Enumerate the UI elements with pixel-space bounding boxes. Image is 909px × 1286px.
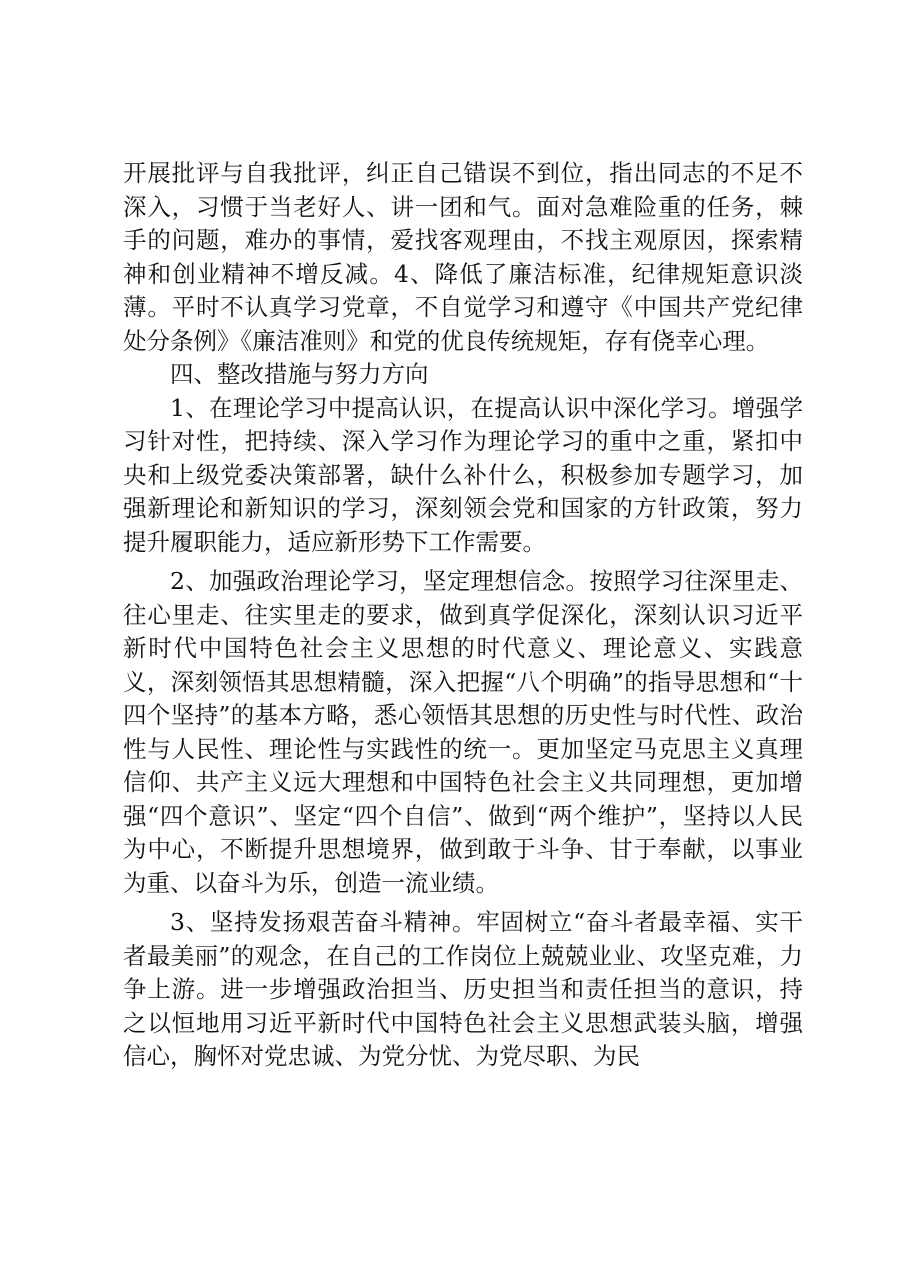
document-body xyxy=(123,157,803,1074)
paragraph-measure-1: 1、在理论学习中提高认识，在提高认识中深化学习。增强学习针对性，把持续、深入学习作为理论学习的重中之重，紧扣中央和上级党委决策部署，缺什么补什么，积极参加专题学习，加强新理论和新知识的学习，深刻领会党和国家的方针政策，努力提升履职能力，适应新形势下工作需要。 xyxy=(123,393,803,556)
section-heading-rectification: 四、整改措施与努力方向 xyxy=(170,360,429,388)
paragraph-measure-2: 2、加强政治理论学习，坚定理想信念。按照学习往深里走、往心里走、往实里走的要求，做到真学促深化，深刻认识习近平新时代中国特色社会主义思想的时代意义、理论意义、实践意义，深刻领悟其思想精髓，深入把握“八个明确”的指导思想和“十四个坚持”的基本方略，悉心领悟其思想的历史性与时代性、政治性与人民性、理论性与实践性的统一。更加坚定马克思主义真理信仰、共产主义远大理想和中国特色社会主义共同理想，更加增强“四个意识”、坚定“四个自信”、做到“两个维护”，坚持以人民为中心，不断提升思想境界，做到敢于斗争、甘于奉献，以事业为重、以奋斗为乐，创造一流业绩。 xyxy=(123,567,803,897)
paragraph-criticism-continued: 开展批评与自我批评，纠正自己错误不到位，指出同志的不足不深入，习惯于当老好人、讲一团和气。面对急难险重的任务，棘手的问题，难办的事情，爱找客观理由，不找主观原因，探索精神和创业精神不增反减。4、降低了廉洁标准，纪律规矩意识淡薄。平时不认真学习党章，不自觉学习和遵守《中国共产党纪律处分条例》《廉洁准则》和党的优良传统规矩，存有侥幸心理。 xyxy=(123,159,803,355)
paragraph-measure-3: 3、坚持发扬艰苦奋斗精神。牢固树立“奋斗者最幸福、实干者最美丽”的观念，在自己的工作岗位上兢兢业业、攻坚克难，力争上游。进一步增强政治担当、历史担当和责任担当的意识，持之以恒地用习近平新时代中国特色社会主义思想武装头脑，增强信心，胸怀对党忠诚、为党分忧、为党尽职、为民 xyxy=(123,908,803,1070)
